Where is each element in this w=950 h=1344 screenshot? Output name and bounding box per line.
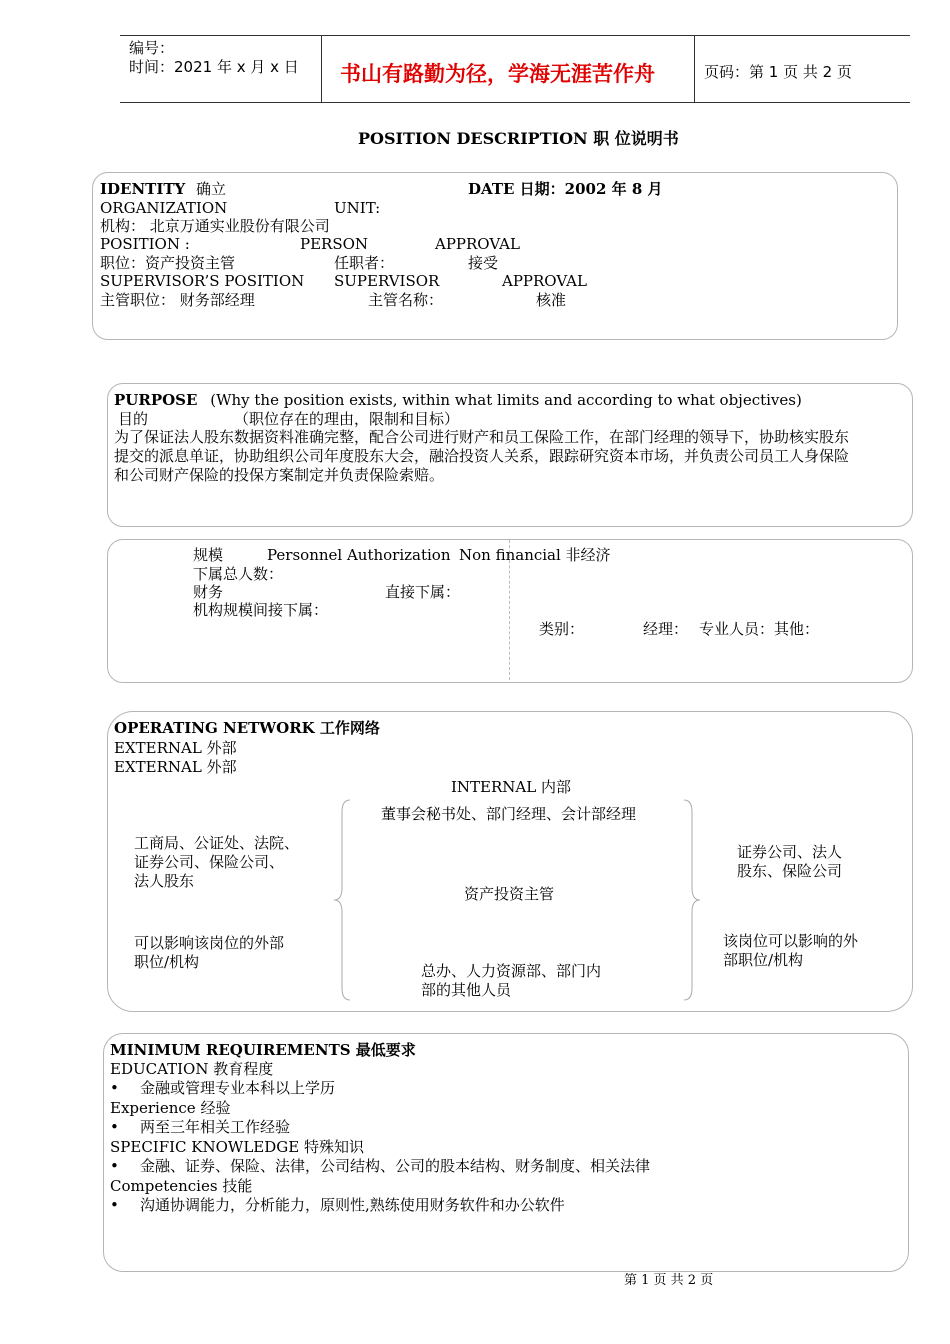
- experience-label: Experience 经验: [110, 1099, 231, 1117]
- approve-value: 核准: [536, 291, 567, 309]
- knowledge-item: [110, 1157, 650, 1176]
- competencies-label: Competencies 技能: [110, 1177, 253, 1195]
- identity-heading-cn: 确立: [196, 180, 227, 198]
- purpose-cn-note: （职位存在的理由，限制和目标）: [234, 410, 460, 428]
- education-label: EDUCATION 教育程度: [110, 1060, 274, 1078]
- right-influence-note: [723, 932, 858, 970]
- left-entity-line: 工商局、公证处、法院、: [134, 834, 300, 852]
- internal-bracket-left: [330, 798, 354, 1002]
- professional-label: 专业人员：其他：: [699, 620, 820, 638]
- accept-value: 接受: [468, 254, 499, 272]
- person-label: PERSON: [300, 235, 369, 253]
- page-footer: 第 1 页 共 2 页: [624, 1273, 714, 1288]
- approval-label: APPROVAL: [435, 235, 520, 253]
- header-number-label: 编号：: [129, 39, 175, 57]
- requirements-heading: MINIMUM REQUIREMENTS 最低要求: [110, 1041, 416, 1059]
- experience-item: [110, 1118, 290, 1137]
- total-staff-label: 下属总人数：: [193, 565, 284, 583]
- purpose-text-line2: 提交的派息单证，协助组织公司年度股东大会，融洽投资人关系，跟踪研究资本市场，并负责公司员工人身保险: [114, 447, 850, 465]
- internal-label: INTERNAL 内部: [451, 778, 571, 796]
- right-note-line: 该岗位可以影响的外: [723, 932, 859, 950]
- position-label: POSITION :: [100, 235, 190, 253]
- experience-value: 两至三年相关工作经验: [140, 1118, 291, 1136]
- right-entity-line: 证券公司、法人: [737, 843, 843, 861]
- bullet-icon: •: [110, 1196, 119, 1214]
- supervisor-position-label: SUPERVISOR’S POSITION: [100, 272, 305, 290]
- header-time-label: 时间：2021 年 x 月 x 日: [129, 58, 299, 76]
- purpose-heading-en: PURPOSE: [114, 391, 198, 409]
- supervisor-name-value: 主管名称：: [368, 291, 444, 309]
- position-value: 职位：资产投资主管: [100, 254, 236, 272]
- bottom-unit-line: 部的其他人员: [421, 981, 512, 999]
- page-title: POSITION DESCRIPTION 职 位说明书: [358, 129, 679, 148]
- knowledge-value: 金融、证券、保险、法律，公司结构、公司的股本结构、财务制度、相关法律: [140, 1157, 651, 1175]
- education-item: [110, 1079, 335, 1098]
- supervisor-position-value: 主管职位： 财务部经理: [100, 291, 255, 309]
- bullet-icon: •: [110, 1079, 119, 1097]
- identity-heading-en: IDENTITY: [100, 180, 186, 198]
- org-scale-label: 机构规模间接下属：: [193, 601, 329, 619]
- header-top-rule: [120, 35, 910, 36]
- bullet-icon: •: [110, 1118, 119, 1136]
- person-value: 任职者：: [334, 254, 395, 272]
- financial-label: 财务: [193, 583, 224, 601]
- organization-label: ORGANIZATION: [100, 199, 228, 217]
- purpose-text-line3: 和公司财产保险的投保方案制定并负责保险索赔。: [114, 466, 445, 484]
- external-label-1: EXTERNAL 外部: [114, 739, 237, 757]
- right-entity-line: 股东、保险公司: [737, 862, 843, 880]
- purpose-heading-note: (Why the position exists, within what limits and according to what objectives): [210, 391, 802, 409]
- category-label: 类别：: [539, 620, 585, 638]
- internal-bottom-units: [421, 962, 601, 1000]
- purpose-text-line1: 为了保证法人股东数据资料准确完整，配合公司进行财产和员工保险工作，在部门经理的领导下，协助核实股东: [114, 428, 850, 446]
- personnel-authorization-label: Personnel Authorization: [267, 546, 451, 564]
- header-divider-left: [321, 35, 322, 102]
- left-entity-line: 证券公司、保险公司、: [134, 853, 285, 871]
- approval2-label: APPROVAL: [502, 272, 587, 290]
- supervisor-label: SUPERVISOR: [334, 272, 440, 290]
- left-note-line: 职位/机构: [134, 953, 200, 971]
- left-influence-note: [134, 934, 284, 972]
- right-external-entities: [737, 843, 842, 881]
- internal-top-units: 董事会秘书处、部门经理、会计部经理: [381, 805, 637, 823]
- bottom-unit-line: 总办、人力资源部、部门内: [421, 962, 602, 980]
- internal-bracket-right: [680, 798, 704, 1002]
- non-financial-label: Non financial 非经济: [459, 546, 611, 564]
- left-entity-line: 法人股东: [134, 872, 195, 890]
- unit-label: UNIT:: [334, 199, 381, 217]
- bullet-icon: •: [110, 1157, 119, 1175]
- identity-heading: [100, 180, 226, 199]
- scale-label: 规模: [193, 546, 224, 564]
- network-heading: OPERATING NETWORK 工作网络: [114, 719, 380, 737]
- left-external-entities: [134, 834, 299, 891]
- knowledge-label: SPECIFIC KNOWLEDGE 特殊知识: [110, 1138, 364, 1156]
- identity-date: DATE 日期：2002 年 8 月: [468, 180, 663, 198]
- left-note-line: 可以影响该岗位的外部: [134, 934, 285, 952]
- right-note-line: 部职位/机构: [723, 951, 804, 969]
- header-motto: 书山有路勤为径，学海无涯苦作舟: [340, 62, 655, 86]
- center-position: 资产投资主管: [464, 885, 555, 903]
- header-page-info: 页码：第 1 页 共 2 页: [704, 63, 852, 81]
- purpose-heading: [114, 391, 802, 410]
- education-value: 金融或管理专业本科以上学历: [140, 1079, 336, 1097]
- manager-label: 经理：: [643, 620, 689, 638]
- competencies-value: 沟通协调能力，分析能力，原则性,熟练使用财务软件和办公软件: [140, 1196, 565, 1214]
- header-bottom-rule: [120, 102, 910, 103]
- purpose-cn-heading: 目的: [118, 410, 149, 428]
- header-divider-right: [694, 35, 695, 102]
- organization-value: 机构： 北京万通实业股份有限公司: [100, 217, 330, 235]
- direct-reports-label: 直接下属：: [385, 583, 461, 601]
- external-label-2: EXTERNAL 外部: [114, 758, 237, 776]
- competencies-item: [110, 1196, 565, 1215]
